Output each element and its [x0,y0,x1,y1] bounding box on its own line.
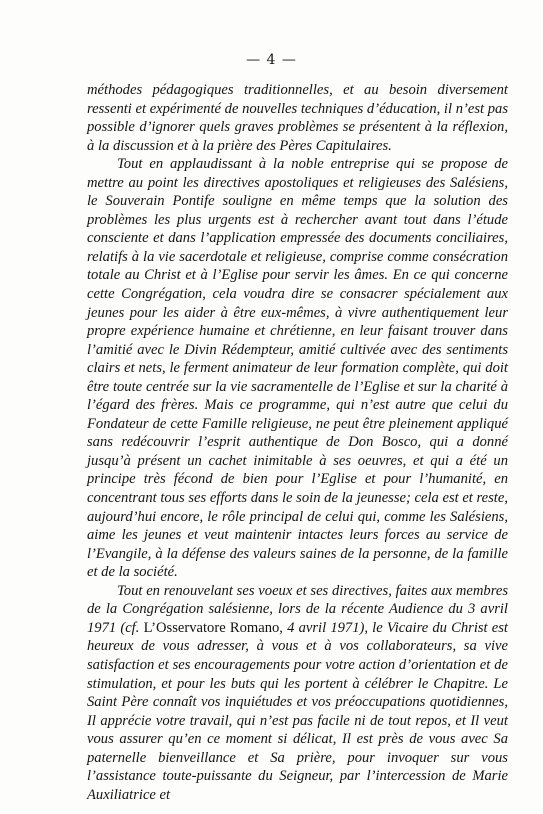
paragraph-text: Tout en applaudissant à la noble entreprise qui se propose de mettre au point les directives apostoliques et religieuses des Salésiens, le Souverain Pontife souligne en même temps que la solution des problèmes les plus urgents est à rechercher avant tout dans l’étude consciente et dans l’application empressée des documents conciliaires, relatifs à la vie sacerdotale et religieuse, comprise comme consécration totale au Christ et à l’Eglise pour servir les âmes. En ce qui concerne cette Congrégation, cela voudra dire se consacrer spécialement aux jeunes pour les aider à être eux-mêmes, à vivre authentiquement leur propre expérience humaine et chrétienne, en leur faisant trouver dans l’amitié avec le Divin Rédempteur, amitié cultivée avec des sentiments clairs et nets, le ferment animateur de leur formation complète, qui doit être toute centrée sur la vie sacramentelle de l’Eglise et sur la charité à l’égard des frères. Mais ce programme, qui n’est autre que celui du Fondateur de cette Famille religieuse, ne peut être pleinement appliqué sans redécouvrir l’esprit authentique de Don Bosco, qui a donné jusqu’à présent un cachet inimitable à ses oeuvres, et qui a été un principe très fécond de bien pour l’Eglise et pour l’humanité, en concentrant tous ses efforts dans le soin de la jeunesse; cela est et reste, aujourd’hui encore, le rôle principal de celui qui, comme les Salésiens, aime les jeunes et veut maintenir intactes leurs forces au service de l’Evangile, à la défense des valeurs saines de la personne, de la famille et de la société. [87,156,508,581]
newspaper-title: L’Osservatore Romano, [143,619,283,636]
paragraph-text: Tout en renouvelant ses voeux et ses directives, faites aux membres de la Congrégation salésienne, lors de la récente Audience du 3 avril 1971 (cf. [87,582,508,636]
page-number: — 4 — [246,52,297,68]
paragraph-text: 4 avril 1971), le Vicaire du Christ est heureux de vous adresser, à vous et à vos collaborateurs, sa vive satisfaction et ses encouragements pour votre action d’orientation et de stimulation, et pour les buts qui les portent à célébrer le Chapitre. Le Saint Père connaît vos inquiétudes et vos préoccupations quotidiennes, Il apprécie votre travail, qui n’est pas facile ni de tout repos, et Il veut vous assurer qu’en ce moment si délicat, Il est près de vous avec Sa paternelle bienveillance et Sa prière, pour invoquer sur vous l’assistance toute-puissante du Seigneur, par l’intercession de Marie Auxiliatrice et [87,619,508,803]
paragraph-2 [87,155,508,582]
paragraph-text: méthodes pédagogiques traditionnelles, et au besoin diversement ressenti et expérimenté de nouvelles techniques d’éducation, il n’est pas possible d’ignorer quels graves problèmes se présentent à la réflexion, à la discussion et à la prière des Pères Capitulaires. [87,82,508,154]
paragraph-3 [87,582,508,805]
paragraph-1 [87,81,508,155]
body-text [87,81,508,804]
